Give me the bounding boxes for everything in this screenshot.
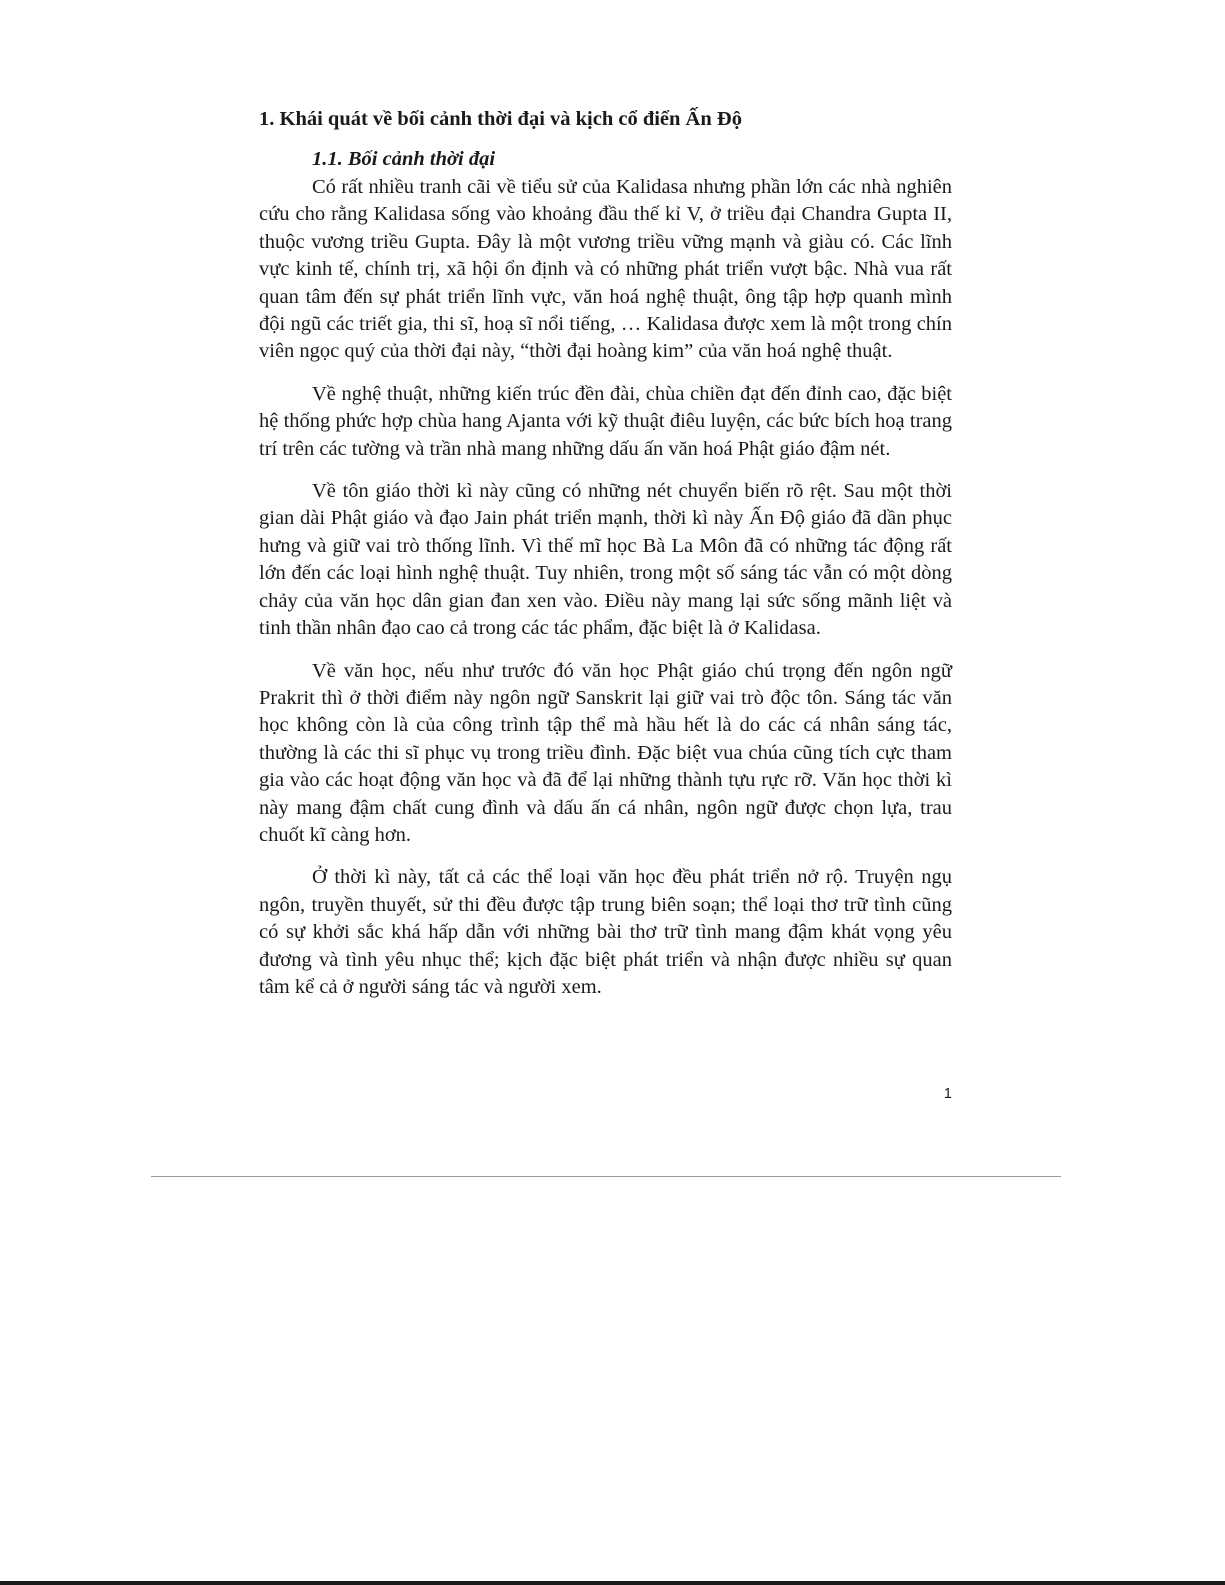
section-heading: 1. Khái quát về bối cảnh thời đại và kịch cổ điển Ấn Độ <box>259 108 742 130</box>
subsection-heading: 1.1. Bối cảnh thời đại <box>312 148 496 170</box>
page-break-divider <box>151 1176 1061 1177</box>
window-bottom-edge <box>0 1581 1225 1585</box>
paragraph-art: Về nghệ thuật, những kiến trúc đền đài, chùa chiền đạt đến đỉnh cao, đặc biệt hệ thống phức hợp chùa hang Ajanta với kỹ thuật điêu luyện, các bức bích hoạ trang trí trên các tường và trần nhà mang những dấu ấn văn hoá Phật giáo đậm nét. <box>259 382 952 460</box>
paragraph-religion: Về tôn giáo thời kì này cũng có những nét chuyển biến rõ rệt. Sau một thời gian dài Phật giáo và đạo Jain phát triển mạnh, thời kì này Ấn Độ giáo đã dần phục hưng và giữ vai trò thống lĩnh. Vì thế mĩ học Bà La Môn đã có những tác động rất lớn đến các loại hình nghệ thuật. Tuy nhiên, trong một số sáng tác vẫn có một dòng chảy của văn học dân gian đan xen vào. Điều này mang lại sức sống mãnh liệt và tinh thần nhân đạo cao cả trong các tác phẩm, đặc biệt là ở Kalidasa. <box>259 480 952 640</box>
paragraph-literature: Về văn học, nếu như trước đó văn học Phật giáo chú trọng đến ngôn ngữ Prakrit thì ở thời điểm này ngôn ngữ Sanskrit lại giữ vai trò độc tôn. Sáng tác văn học không còn là của công trình tập thể mà hầu hết là do các cá nhân sáng tác, thường là các thi sĩ phục vụ trong triều đình. Đặc biệt vua chúa cũng tích cực tham gia vào các hoạt động văn học và đã để lại những thành tựu rực rỡ. Văn học thời kì này mang đậm chất cung đình và dấu ấn cá nhân, ngôn ngữ được chọn lựa, trau chuốt kĩ càng hơn. <box>259 659 952 846</box>
paragraph-biography: Có rất nhiều tranh cãi về tiểu sử của Kalidasa nhưng phần lớn các nhà nghiên cứu cho rằng Kalidasa sống vào khoảng đầu thế kỉ V, ở triều đại Chandra Gupta II, thuộc vương triều Gupta. Đây là một vương triều vững mạnh và giàu có. Các lĩnh vực kinh tế, chính trị, xã hội ổn định và có những phát triển vượt bậc. Nhà vua rất quan tâm đến sự phát triển lĩnh vực, văn hoá nghệ thuật, ông tập hợp quanh mình đội ngũ các triết gia, thi sĩ, hoạ sĩ nổi tiếng, … Kalidasa được xem là một trong chín viên ngọc quý của thời đại này, “thời đại hoàng kim” của văn hoá nghệ thuật. <box>259 176 952 363</box>
paragraph-genres: Ở thời kì này, tất cả các thể loại văn học đều phát triển nở rộ. Truyện ngụ ngôn, truyền thuyết, sử thi đều được tập trung biên soạn; thể loại thơ trữ tình cũng có sự khởi sắc khá hấp dẫn với những bài thơ trữ tình mang đậm khát vọng yêu đương và tình yêu nhục thể; kịch đặc biệt phát triển và nhận được nhiều sự quan tâm kể cả ở người sáng tác và người xem. <box>259 866 952 998</box>
page-content <box>259 104 952 1016</box>
page-number: 1 <box>943 1086 952 1102</box>
